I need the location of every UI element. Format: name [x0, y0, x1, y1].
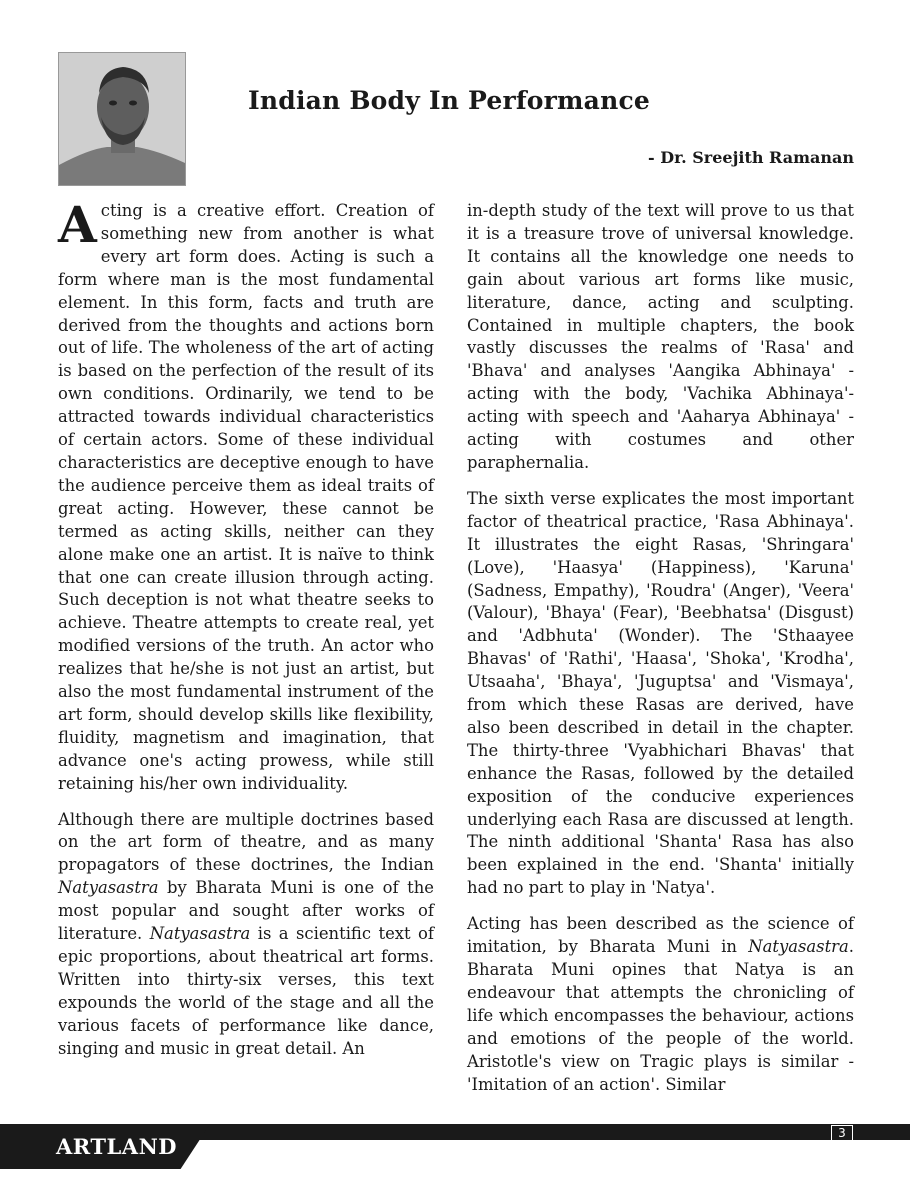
author-photo	[58, 52, 186, 186]
magazine-brand: ARTLAND	[56, 1134, 177, 1159]
paragraph-2: Although there are multiple doctrines based on the art form of theatre, and as many propagators of these doctrines, the Indian Natyasastra by Bharata Muni is one of the most popular and sought after works of literature. Natyasastra is a scientific text of epic proportions, about theatrical art forms. Written into thirty-six verses, this text expounds the world of the stage and all the various facets of performance like dance, singing and music in great detail. An	[58, 809, 434, 1058]
paragraph-4: The sixth verse explicates the most important factor of theatrical practice, 'Rasa Abhinaya'. It illustrates the eight Rasas, 'Shringara' (Love), 'Haasya' (Happiness), 'Karuna' (Sadness, Empathy), 'Roudra' (Anger), 'Veera' (Valour), 'Bhaya' (Fear), 'Beebhatsa' (Disgust) and 'Adbhuta' (Wonder). The 'Sthaayee Bhavas' of 'Rathi', 'Haasa', 'Shoka', 'Krodha', Utsaaha', 'Bhaya', 'Juguptsa' and 'Vismaya', from which these Rasas are derived, have also been described in detail in the chapter. The thirty-three 'Vyabhichari Bhavas' that enhance the Rasas, followed by the detailed exposition of the conducive experiences underlying each Rasa are discussed at length. The ninth additional 'Shanta' Rasa has also been explained in the end. 'Shanta' initially had no part to play in 'Natya'.	[467, 488, 854, 898]
paragraph-1-text: cting is a creative effort. Creation of something new from another is what every art form does. Acting is such a form where man is the most fundamental element. In this form, facts and truth are derived from the thoughts and actions born out of life. The wholeness of the art of acting is based on the perfection of the result of its own conditions. Ordinarily, we tend to be attracted towards individual characteristics of certain actors. Some of these individual characteristics are deceptive enough to have the audience perceive them as ideal traits of great acting. However, these cannot be termed as acting skills, neither can they alone make one an artist. It is naïve to think that one can create illusion through acting. Such deception is not what theatre seeks to achieve. Theatre attempts to create real, yet modified versions of the truth. An actor who realizes that he/she is not just an artist, but also the most fundamental instrument of the art form, should develop skills like flexibility, fluidity, magnetism and imagination, that advance one's acting prowess, while still retaining his/her own individuality.	[58, 201, 434, 793]
paragraph-3: in-depth study of the text will prove to us that it is a treasure trove of universal knowledge. It contains all the knowledge one needs to gain about various art forms like music, literature, dance, acting and sculpting. Contained in multiple chapters, the book vastly discusses the realms of 'Rasa' and 'Bhava' and analyses 'Aangika Abhinaya' -acting with the body, 'Vachika Abhinaya'-acting with speech and 'Aaharya Abhinaya' - acting with costumes and other paraphernalia.	[467, 201, 854, 472]
article-title: Indian Body In Performance	[248, 86, 650, 115]
book-title: Natyasastra	[748, 937, 849, 957]
column-left	[58, 195, 434, 1074]
book-title: Natyasastra	[58, 878, 159, 898]
column-right	[467, 200, 854, 1109]
author-portrait-image	[59, 53, 185, 185]
paragraph-5: Acting has been described as the science of imitation, by Bharata Muni in Natyasastra. Bharata Muni opines that Natya is an endeavour that attempts the chronicling of life which encompasses the behaviour, actions and emotions of the people of the world. Aristotle's view on Tragic plays is similar - 'Imitation of an action'. Similar	[467, 914, 854, 1094]
book-title: Natyasastra	[149, 924, 251, 944]
paragraph-1	[58, 195, 434, 796]
author-byline: - Dr. Sreejith Ramanan	[648, 148, 854, 167]
page-number: 3	[831, 1125, 853, 1141]
drop-cap: A	[58, 195, 97, 254]
